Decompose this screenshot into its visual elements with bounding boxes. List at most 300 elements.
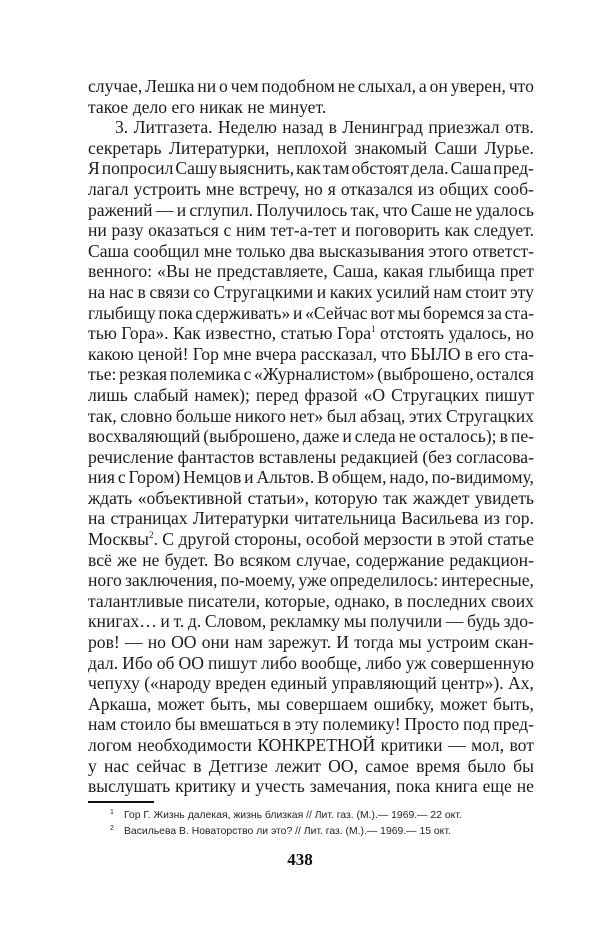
footnote-number: 2	[110, 825, 114, 832]
word: приезжал	[428, 117, 500, 138]
word: минует.	[269, 96, 327, 117]
word: в	[436, 529, 446, 550]
word: что	[508, 76, 534, 96]
word: об	[156, 652, 175, 673]
word: но	[147, 632, 166, 653]
word: мы	[397, 302, 421, 323]
text-line	[88, 158, 534, 179]
word: и	[160, 611, 170, 632]
word: у	[88, 755, 97, 776]
word: ОО	[178, 652, 204, 673]
word: отстоять	[380, 323, 445, 344]
word: выслушать	[88, 776, 171, 797]
word: Аркаша,	[88, 693, 152, 714]
text-line	[88, 447, 534, 468]
text-line	[88, 570, 534, 591]
word: не	[398, 426, 416, 447]
word: (выброшено,	[377, 364, 474, 385]
word: логом	[88, 735, 132, 755]
word: ценой!	[137, 343, 189, 364]
word: пе-	[510, 426, 534, 447]
word: ОО,	[328, 755, 358, 776]
word: ста-	[504, 343, 534, 364]
word: (без	[422, 446, 452, 467]
word: Гора».	[121, 323, 169, 344]
text-line	[88, 776, 534, 797]
footnote	[112, 821, 462, 837]
text-line	[88, 488, 534, 509]
word: и	[341, 220, 351, 241]
word: БЫЛО	[410, 343, 461, 364]
word: не	[247, 96, 265, 117]
word: здо-	[503, 611, 534, 632]
text-line	[88, 323, 534, 344]
word: 3.	[115, 117, 129, 138]
word: всяком	[239, 549, 291, 570]
word: лагал	[88, 178, 129, 199]
word: и	[316, 281, 327, 302]
word: Ах,	[508, 673, 534, 694]
text-line	[88, 261, 534, 282]
word: два	[289, 240, 315, 261]
word: мы	[398, 632, 422, 653]
word: уже	[298, 570, 327, 591]
word: из	[417, 178, 435, 199]
word: этих	[408, 405, 443, 426]
word: по-моему,	[220, 570, 296, 591]
word: ного	[88, 570, 122, 591]
word: какая	[383, 261, 424, 282]
word: особой	[306, 529, 360, 550]
word: фантастов	[177, 446, 255, 467]
word: было	[467, 755, 506, 776]
word: устроим	[426, 632, 490, 653]
word: прет	[500, 261, 534, 282]
word: ров!	[88, 632, 120, 653]
text-line	[88, 117, 534, 138]
word: бы	[174, 714, 196, 735]
word: ним	[235, 220, 266, 241]
word: восхваляющий	[88, 426, 201, 447]
word: нам	[88, 714, 117, 735]
word: сообщил	[133, 240, 200, 261]
word: рекламку	[269, 611, 340, 632]
word: пока	[158, 302, 193, 323]
word: учесть	[255, 776, 305, 797]
word: жаждет	[412, 487, 470, 508]
text-line	[88, 756, 534, 777]
word: этого	[428, 240, 469, 261]
word: самое	[365, 755, 409, 776]
word: Саши	[434, 137, 478, 158]
text-line	[88, 385, 534, 406]
word: —	[445, 611, 464, 632]
word: ста-	[504, 302, 534, 323]
word: уж	[405, 652, 427, 673]
word: тье:	[88, 364, 117, 385]
word: управляющий	[331, 673, 437, 694]
word: в	[193, 755, 202, 776]
word: никого	[235, 405, 286, 426]
word: следует.	[473, 220, 534, 241]
text-line	[88, 550, 534, 571]
word: какою	[88, 343, 134, 364]
word: вот	[370, 302, 395, 323]
word: ражений	[88, 199, 153, 220]
word: ни	[197, 76, 217, 96]
word: не	[454, 199, 473, 220]
word: Гором)	[128, 467, 181, 488]
word: книгах…	[88, 611, 157, 632]
word: ОО	[171, 632, 197, 653]
word: осталось);	[419, 426, 497, 447]
word: Ибо	[122, 652, 153, 673]
word: талантливые	[88, 590, 184, 611]
word: статье	[487, 529, 534, 550]
word: в	[464, 343, 473, 364]
word: Стругацкими	[213, 281, 314, 302]
text-line	[88, 673, 534, 694]
text-line	[88, 179, 534, 200]
word: ния	[88, 467, 115, 488]
word: разу	[111, 220, 144, 241]
word: мол,	[471, 735, 504, 755]
word: не	[194, 261, 212, 282]
word: с	[117, 467, 126, 488]
word: сглупил.	[189, 199, 254, 220]
word: («народу	[144, 673, 211, 694]
word: Гора$^1$	[337, 323, 376, 344]
word: Стругацких	[445, 405, 534, 426]
word: глыбищу	[88, 302, 156, 323]
word: как	[296, 158, 321, 179]
word: ошибку,	[373, 693, 435, 714]
word: пока	[395, 776, 431, 797]
text-line	[88, 241, 534, 262]
word: Саша,	[332, 261, 379, 282]
word: будет.	[164, 549, 209, 570]
text-line	[88, 406, 534, 427]
word: что	[381, 343, 407, 364]
word: КОНКРЕТНОЙ	[257, 735, 376, 755]
word: отв.	[504, 117, 534, 138]
word: «О	[363, 384, 386, 405]
text-line	[88, 653, 534, 674]
word: я	[327, 178, 336, 199]
word: может	[440, 693, 488, 714]
word: а	[418, 76, 427, 96]
word: никак	[199, 96, 243, 117]
word: случае,	[296, 549, 351, 570]
word: с	[243, 364, 252, 385]
text-line	[88, 220, 534, 241]
footnote-ref[interactable]: 1	[371, 324, 376, 335]
word: на	[88, 281, 106, 302]
word: и	[292, 302, 303, 323]
word: центр»).	[441, 673, 504, 694]
word: боремся	[423, 302, 485, 323]
text-line	[88, 364, 534, 385]
word: тет-а-тет	[270, 220, 337, 241]
word: о	[219, 76, 228, 96]
word: его	[477, 343, 501, 364]
word: которую	[314, 487, 378, 508]
word: в	[499, 426, 508, 447]
word: знакомый	[354, 137, 428, 158]
word: как	[444, 220, 470, 241]
word: Лурье.	[484, 137, 534, 158]
text-line	[88, 735, 534, 756]
word: —	[448, 735, 466, 755]
word: мне	[203, 240, 232, 261]
word: либо	[261, 652, 297, 673]
word: Неделю	[217, 117, 277, 138]
word: даже	[302, 426, 340, 447]
word: венного:	[88, 261, 153, 282]
word: так,	[88, 405, 117, 426]
word: которые,	[264, 590, 330, 611]
text-line	[88, 200, 534, 221]
word: Ленинград	[342, 117, 423, 138]
word: по-видимому,	[431, 467, 534, 488]
word: последних	[407, 590, 487, 611]
word: абзац,	[359, 405, 406, 426]
word: увидеть	[474, 487, 534, 508]
word: получили	[370, 611, 443, 632]
word: —	[124, 632, 143, 653]
word: еще	[482, 776, 512, 797]
word: вреден	[215, 673, 267, 694]
word: дела.	[410, 158, 449, 179]
word: только	[236, 240, 286, 261]
word: Сашу	[175, 158, 218, 179]
word: нам	[234, 632, 263, 653]
word: стоило	[120, 714, 172, 735]
text-line	[88, 591, 534, 612]
footnote-divider	[88, 801, 154, 803]
word: однако,	[334, 590, 390, 611]
word: Просто	[404, 714, 460, 735]
word: Васильева	[401, 508, 479, 529]
word: вмешаться	[199, 714, 280, 735]
word: Литературки	[192, 508, 289, 529]
footnotes	[112, 805, 462, 837]
word: уверен,	[450, 76, 506, 96]
word: мы	[343, 611, 367, 632]
word: они	[201, 632, 230, 653]
word: д.	[187, 611, 202, 632]
word: совершаем	[286, 693, 368, 714]
word: Саша	[88, 240, 129, 261]
word: пишут	[485, 384, 534, 405]
word: бы	[513, 755, 534, 776]
word: Во	[213, 549, 235, 570]
word: мы	[257, 693, 281, 714]
word: Лешка	[145, 76, 195, 96]
word: так	[383, 487, 408, 508]
word: известно,	[205, 323, 277, 344]
word: ответст-	[472, 240, 534, 261]
word: вчера	[255, 343, 297, 364]
word: Немцов	[183, 467, 242, 488]
word: не	[516, 776, 534, 797]
word: представляете,	[216, 261, 328, 282]
word: в	[137, 281, 146, 302]
word: мне	[223, 343, 252, 364]
word: Я	[88, 158, 100, 179]
word: и	[342, 426, 352, 447]
word: совершенную	[430, 652, 534, 673]
text-line	[88, 694, 534, 715]
word: вставлены	[258, 446, 337, 467]
word: Литературки,	[169, 137, 270, 158]
word: «объективной	[137, 487, 243, 508]
word: редакцион-	[449, 549, 534, 570]
word: Детгизе	[208, 755, 268, 776]
footnote-ref[interactable]: 2	[148, 530, 154, 541]
word: дал.	[88, 652, 119, 673]
text-line	[88, 282, 534, 303]
word: связи	[149, 281, 190, 302]
word: Стругацких	[391, 384, 480, 405]
word: интересные,	[441, 570, 534, 591]
word: статьи»,	[247, 487, 310, 508]
word: эту	[510, 281, 534, 302]
word: зарежут.	[268, 632, 332, 653]
text-line	[88, 611, 534, 632]
word: этой	[449, 529, 483, 550]
word: страницах	[110, 508, 188, 529]
word: удалось,	[448, 323, 512, 344]
word: слыхал,	[357, 76, 416, 96]
word: Саша	[450, 158, 492, 179]
word: фразой	[304, 384, 358, 405]
word: но	[515, 323, 534, 344]
text-line	[88, 508, 534, 529]
word: тогда	[354, 632, 394, 653]
word: замечания,	[309, 776, 392, 797]
text-line	[88, 426, 534, 447]
text-line	[88, 97, 534, 118]
text-line	[88, 138, 534, 159]
word: сдерживать»	[195, 302, 291, 323]
text-line	[88, 529, 534, 550]
word: лежит	[275, 755, 321, 776]
word: поговорить	[355, 220, 440, 241]
word: С	[162, 529, 175, 550]
word: его	[171, 96, 195, 117]
text-line	[88, 632, 534, 653]
word: статью	[280, 323, 333, 344]
word: в	[282, 714, 292, 735]
word: был	[326, 405, 357, 426]
word: обстоят	[351, 158, 409, 179]
word: и	[176, 199, 187, 220]
word: общих	[439, 178, 489, 199]
word: полемику!	[322, 714, 401, 735]
word: критику	[175, 776, 237, 797]
word: редакцией	[340, 446, 419, 467]
word: в	[328, 117, 337, 138]
text-line	[88, 467, 534, 488]
word: лишь	[88, 384, 128, 405]
footnote-text: Васильева В. Новаторство ли это? // Лит. газ. (М.).— 1969.— 15 окт.	[124, 826, 451, 837]
word: вот	[509, 735, 534, 755]
word: там	[322, 158, 350, 179]
word: читательница	[294, 508, 396, 529]
word: «Журналистом»	[254, 364, 375, 385]
word: ни	[88, 220, 107, 241]
word: книга	[435, 776, 478, 797]
word: Альтов.	[256, 467, 315, 488]
word: отказался	[340, 178, 413, 199]
word: Как	[172, 323, 201, 344]
text-line	[88, 76, 534, 97]
word: случае,	[88, 76, 143, 96]
word: мерзости	[363, 529, 433, 550]
word: эту	[294, 714, 319, 735]
word: полемика	[169, 364, 241, 385]
word: дело	[132, 96, 168, 117]
word: вообще,	[301, 652, 362, 673]
word: нас	[104, 755, 130, 776]
word: Словом,	[204, 611, 267, 632]
word: т.	[173, 611, 185, 632]
word: своих	[490, 590, 534, 611]
word: подобном	[261, 76, 335, 96]
word: Получилось	[256, 199, 348, 220]
word: слабый	[133, 384, 189, 405]
word: определилось:	[329, 570, 439, 591]
word: под	[462, 714, 490, 735]
word: время	[416, 755, 461, 776]
word: перед	[255, 384, 299, 405]
word: высказывания	[318, 240, 425, 261]
word: остался	[476, 364, 534, 385]
word: так,	[350, 199, 380, 220]
word: сооб-	[493, 178, 534, 199]
word: нам	[433, 281, 462, 302]
word: за	[487, 302, 502, 323]
word: словно	[120, 405, 173, 426]
word: содержание	[355, 549, 445, 570]
word: быть,	[493, 693, 534, 714]
word: усилий	[376, 281, 430, 302]
word: единый	[270, 673, 328, 694]
word: каких	[329, 281, 373, 302]
word: он	[429, 76, 448, 96]
word: неплохой	[276, 137, 348, 158]
text-line	[88, 303, 534, 324]
word: может	[157, 693, 205, 714]
word: общем,	[331, 467, 387, 488]
word: глыбища	[428, 261, 496, 282]
word: пишут	[208, 652, 257, 673]
word: попросил	[101, 158, 174, 179]
word: мне	[205, 178, 235, 199]
word: со	[193, 281, 210, 302]
word: оказаться	[148, 220, 219, 241]
word: и	[244, 467, 254, 488]
word: следа	[354, 426, 396, 447]
word: такое	[88, 96, 129, 117]
word: же	[117, 549, 137, 570]
word: стороны,	[234, 529, 302, 550]
page-number: 438	[287, 850, 313, 869]
word: чем	[230, 76, 259, 96]
word: Литгазета.	[133, 117, 213, 138]
footnote-number: 1	[110, 809, 114, 816]
